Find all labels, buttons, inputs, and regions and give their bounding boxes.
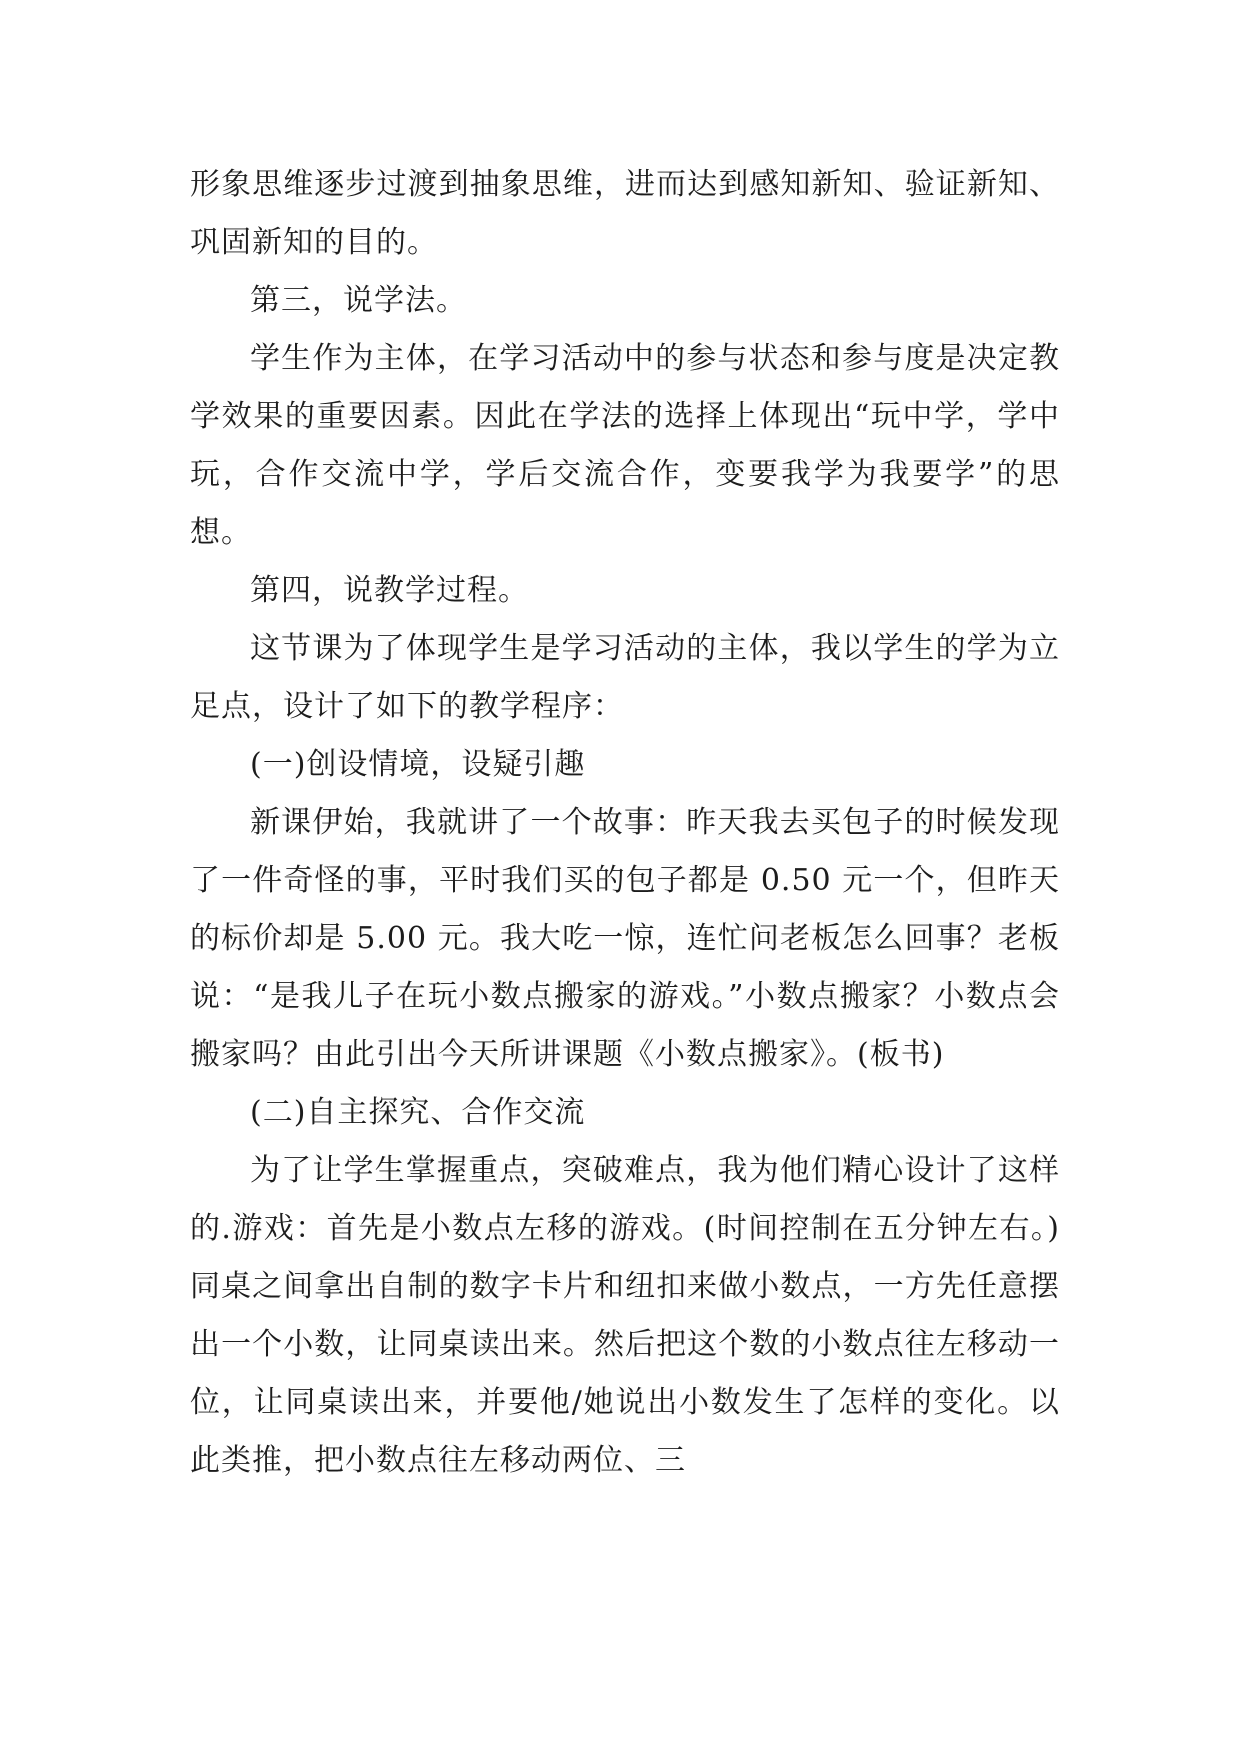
paragraph-exploration: 为了让学生掌握重点，突破难点，我为他们精心设计了这样的.游戏：首先是小数点左移的游戏。(时间控制在五分钟左右。)同桌之间拿出自制的数字卡片和纽扣来做小数点，一方先任意摆出一个小数，让同桌读出来。然后把这个数的小数点往左移动一位，让同桌读出来，并要他/她说出小数发生了怎样的变化。以此类推，把小数点往左移动两位、三 [190,1153,1060,1478]
heading-study-method: 第三，说学法。 [250,283,467,318]
paragraph-scenario: 新课伊始，我就讲了一个故事：昨天我去买包子的时候发现了一件奇怪的事，平时我们买的包子都是 0.50 元一个，但昨天的标价却是 5.00 元。我大吃一惊，连忙问老板怎么回事？老板说：“是我儿子在玩小数点搬家的游戏。”小数点搬家？小数点会搬家吗？由此引出今天所讲课题《小数点搬家》。(板书) [190,805,1060,1072]
subheading-scenario: (一)创设情境，设疑引趣 [250,747,586,782]
subheading-exploration: (二)自主探究、合作交流 [250,1095,586,1130]
paragraph-continuation: 形象思维逐步过渡到抽象思维，进而达到感知新知、验证新知、巩固新知的目的。 [190,167,1060,260]
paragraph-teaching-process: 这节课为了体现学生是学习活动的主体，我以学生的学为立足点，设计了如下的教学程序： [190,631,1060,724]
heading-teaching-process: 第四，说教学过程。 [250,573,529,608]
document-body [190,156,1060,1490]
paragraph-study-method: 学生作为主体，在学习活动中的参与状态和参与度是决定教学效果的重要因素。因此在学法的选择上体现出“玩中学，学中玩，合作交流中学，学后交流合作，变要我学为我要学”的思想。 [190,341,1060,550]
